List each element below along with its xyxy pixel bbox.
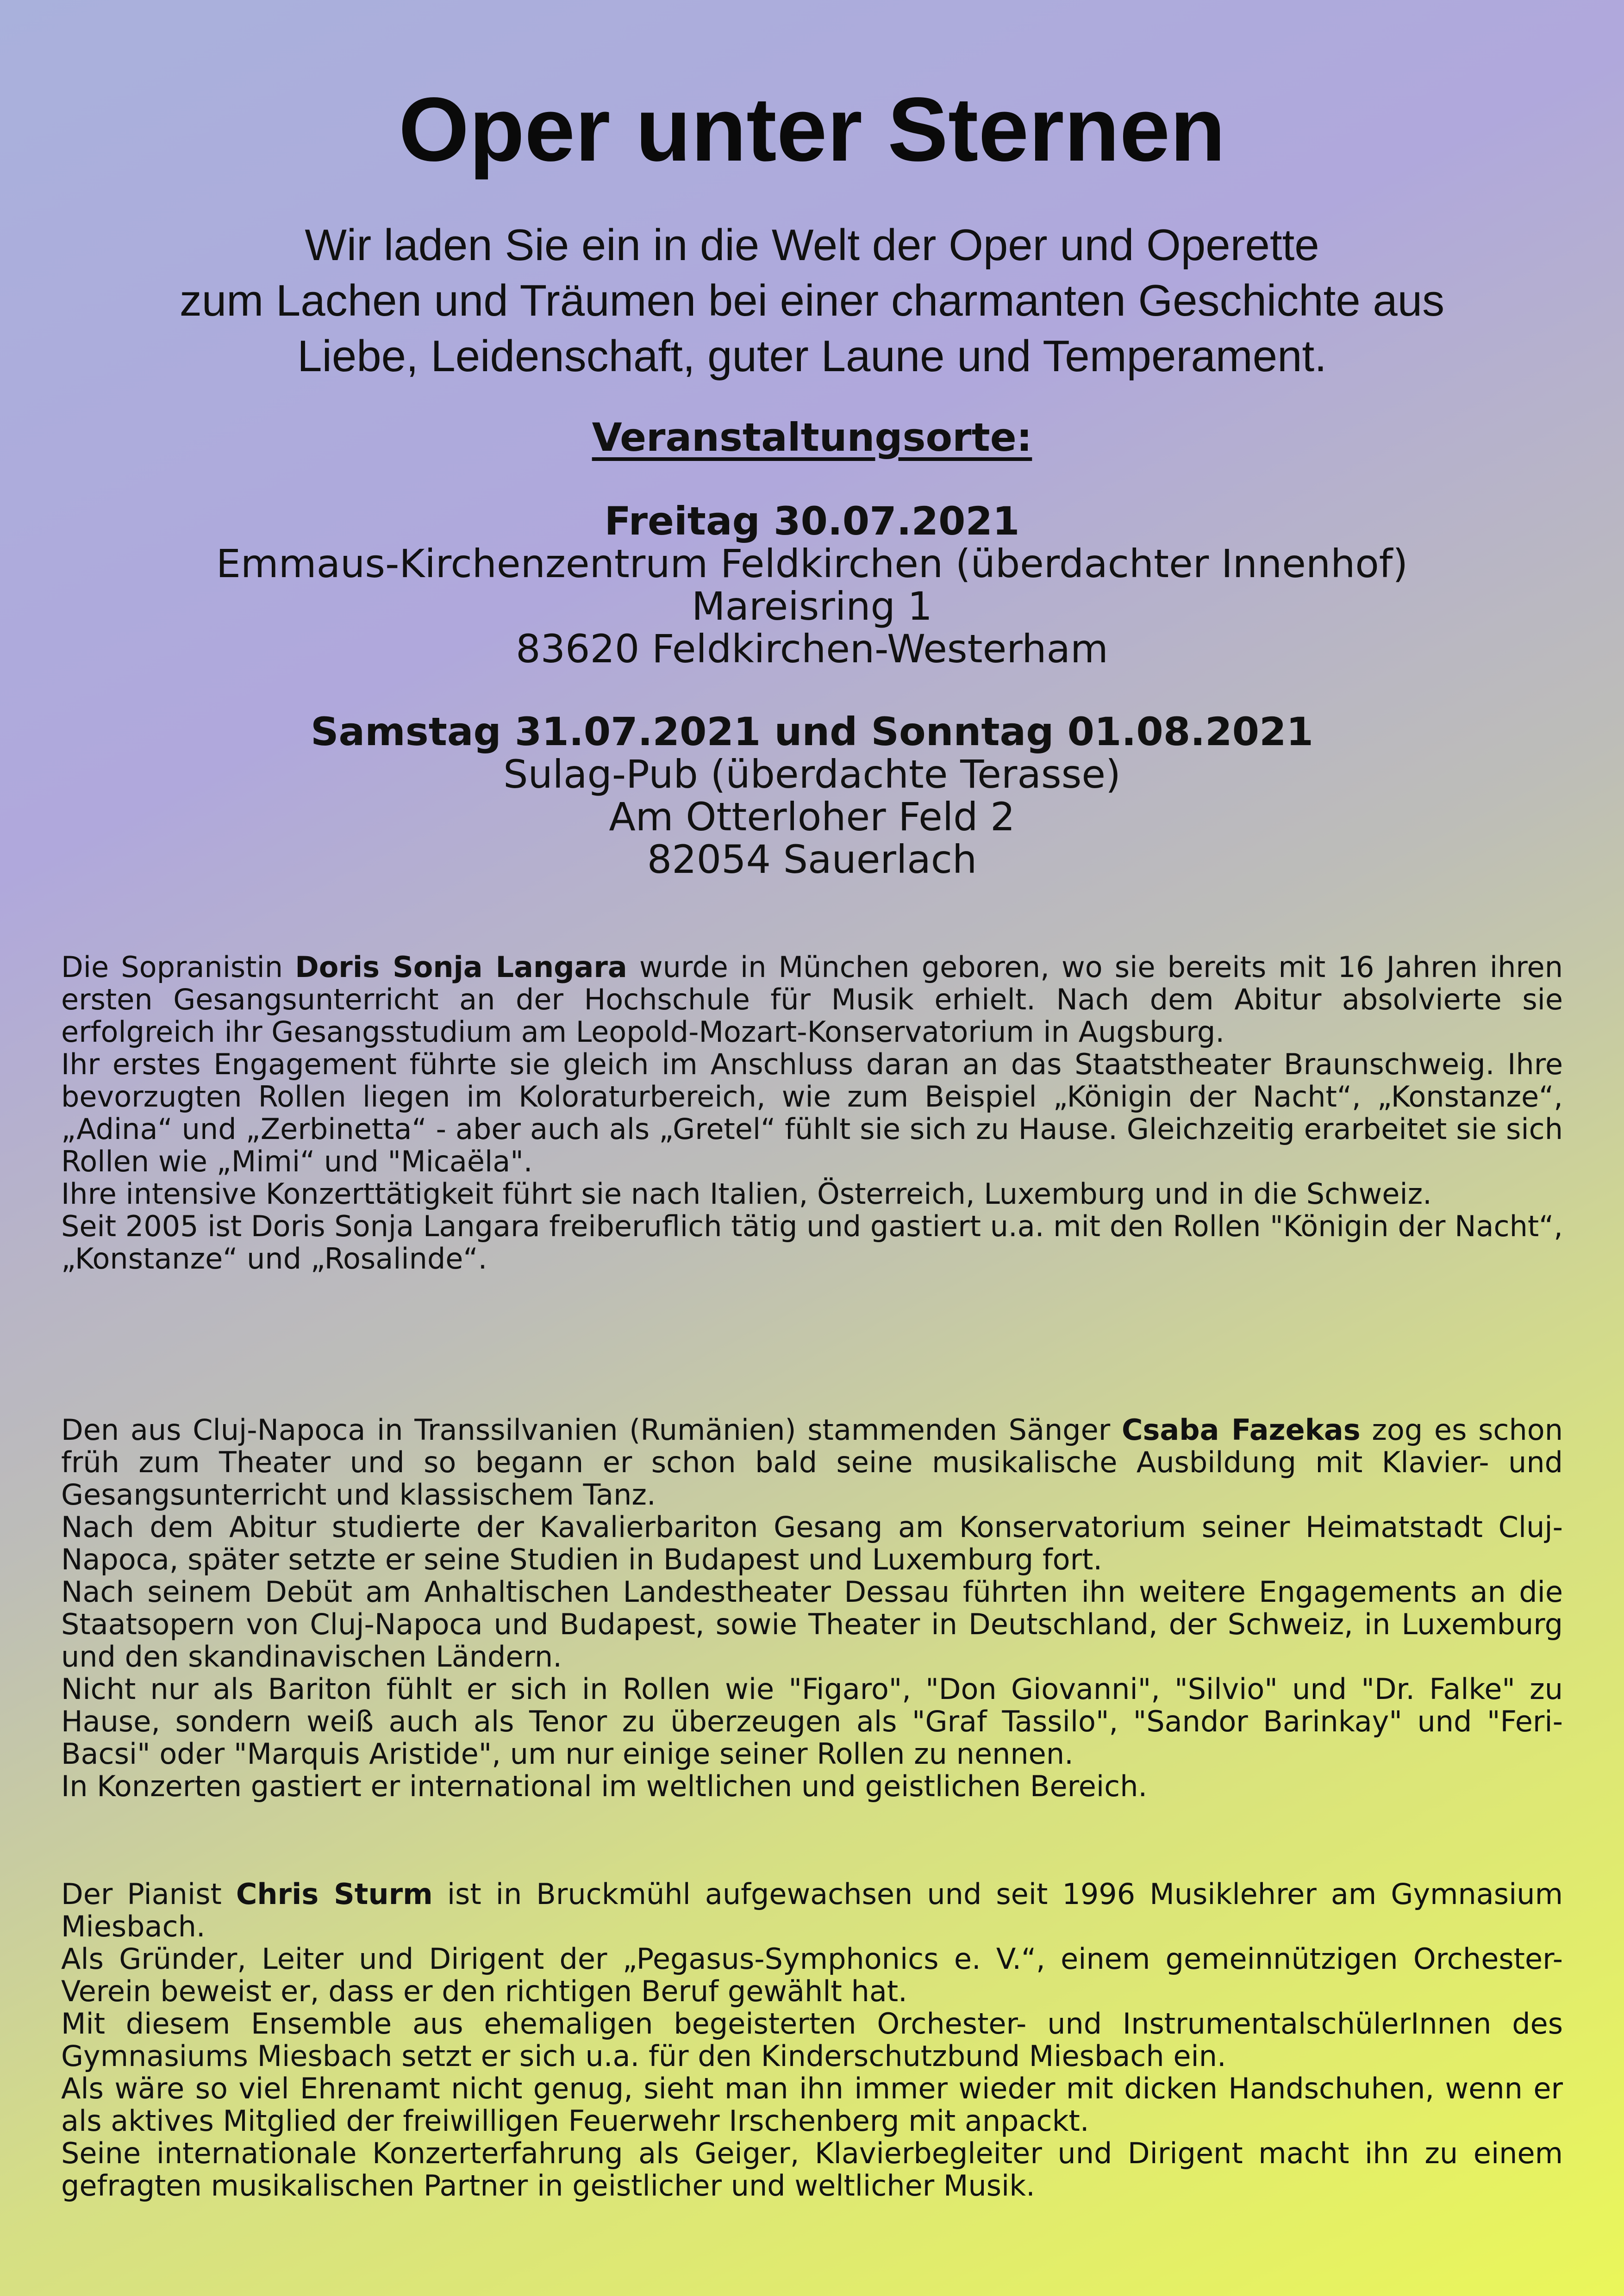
bio-baritone xyxy=(61,1414,1563,1803)
venue-block xyxy=(0,500,1624,670)
venue-city: 82054 Sauerlach xyxy=(647,837,977,882)
bio-lead-text: Den aus Cluj-Napoca in Transsilvanien (Rumänien) stammenden Sänger xyxy=(61,1413,1122,1447)
bio-paragraph: Nicht nur als Bariton fühlt er sich in Rollen wie "Figaro", "Don Giovanni", "Silvio" und "Dr. Falke" zu Hause, sondern weiß auch als Tenor zu überzeugen als "Graf Tassilo", "Sandor Barinkay" und "Feri-Bacsi" oder "Marquis Aristide", um nur einige seiner Rollen zu nennen. xyxy=(61,1672,1563,1771)
bio-lead-paragraph xyxy=(61,1414,1563,1511)
bio-lead-text: Die Sopranistin xyxy=(61,950,295,984)
venue-date: Freitag 30.07.2021 xyxy=(604,498,1020,544)
intro-line: Liebe, Leidenschaft, guter Laune und Temperament. xyxy=(297,331,1327,381)
bio-paragraph: In Konzerten gastiert er international im weltlichen und geistlichen Bereich. xyxy=(61,1769,1148,1803)
bio-paragraph: Seine internationale Konzerterfahrung als Geiger, Klavierbegleiter und Dirigent macht ihn zu einem gefragten musikalischen Partner in geistlicher und weltlicher Musik. xyxy=(61,2136,1563,2203)
venue-street: Mareisring 1 xyxy=(692,584,932,629)
bio-paragraph: Nach seinem Debüt am Anhaltischen Landestheater Dessau führten ihn weitere Engagements an die Staatsopern von Cluj-Napoca und Budapest, sowie Theater in Deutschland, der Schweiz, in Luxemburg und den skandinavischen Ländern. xyxy=(61,1575,1563,1674)
intro-line: zum Lachen und Träumen bei einer charmanten Geschichte aus xyxy=(179,276,1445,325)
bio-lead-text: wurde in München geboren, wo sie bereits mit 16 Jahren ihren ersten Gesangsunterricht an der Hochschule für Musik erhielt. Nach dem Abitur absolvierte sie erfolgreich ihr Gesangsstudium am Leopold-Mozart-Konservatorium in Augsburg. xyxy=(61,950,1563,1049)
page-title: Oper unter Sternen xyxy=(398,79,1226,180)
bio-paragraph: Nach dem Abitur studierte der Kavalierbariton Gesang am Konservatorium seiner Heimatstadt Cluj-Napoca, später setzte er seine Studien in Budapest und Luxemburg fort. xyxy=(61,1510,1563,1576)
venue-street: Am Otterloher Feld 2 xyxy=(609,794,1015,840)
venue-place: Sulag-Pub (überdachte Terasse) xyxy=(503,752,1121,797)
venue-place: Emmaus-Kirchenzentrum Feldkirchen (überdachter Innenhof) xyxy=(216,541,1408,586)
venue-block xyxy=(0,710,1624,881)
intro-line: Wir laden Sie ein in die Welt der Oper und Operette xyxy=(305,220,1319,270)
bio-paragraph: Als Gründer, Leiter und Dirigent der „Pegasus-Symphonics e. V.“, einem gemeinnützigen Orchester-Verein beweist er, dass er den richtigen Beruf gewählt hat. xyxy=(61,1942,1563,2008)
artist-name: Csaba Fazekas xyxy=(1121,1413,1361,1447)
bio-lead-paragraph xyxy=(61,951,1563,1048)
bio-paragraph: Seit 2005 ist Doris Sonja Langara freiberuflich tätig und gastiert u.a. mit den Rollen "Königin der Nacht“, „Konstanze“ und „Rosalinde“. xyxy=(61,1209,1563,1276)
bio-paragraph: Ihre intensive Konzerttätigkeit führt sie nach Italien, Österreich, Luxemburg und in die Schweiz. xyxy=(61,1177,1432,1211)
bio-soprano xyxy=(61,951,1563,1275)
bio-paragraph: Mit diesem Ensemble aus ehemaligen begeisterten Orchester- und InstrumentalschülerInnen des Gymnasiums Miesbach setzt er sich u.a. für den Kinderschutzbund Miesbach ein. xyxy=(61,2007,1563,2073)
bio-lead-text: Der Pianist xyxy=(61,1877,236,1911)
bio-pianist xyxy=(61,1878,1563,2202)
artist-name: Doris Sonja Langara xyxy=(295,950,627,984)
venues-heading: Veranstaltungsorte: xyxy=(592,415,1032,460)
bio-lead-text: zog es schon früh zum Theater und so begann er schon bald seine musikalische Ausbildung mit Klavier- und Gesangsunterricht und klassischem Tanz. xyxy=(61,1413,1563,1512)
bio-paragraph: Ihr erstes Engagement führte sie gleich im Anschluss daran an das Staatstheater Braunschweig. Ihre bevorzugten Rollen liegen im Koloraturbereich, wie zum Beispiel „Königin der Nacht“, „Konstanze“, „Adina“ und „Zerbinetta“ - aber auch als „Gretel“ fühlt sie sich zu Hause. Gleichzeitig erarbeitet sie sich Rollen wie „Mimi“ und "Micaëla". xyxy=(61,1047,1563,1178)
intro-text xyxy=(0,218,1624,384)
venue-date: Samstag 31.07.2021 und Sonntag 01.08.2021 xyxy=(311,709,1313,754)
artist-name: Chris Sturm xyxy=(236,1877,433,1911)
bio-lead-text: ist in Bruckmühl aufgewachsen und seit 1996 Musiklehrer am Gymnasium Miesbach. xyxy=(61,1877,1563,1943)
bio-paragraph: Als wäre so viel Ehrenamt nicht genug, sieht man ihn immer wieder mit dicken Handschuhen, wenn er als aktives Mitglied der freiwilligen Feuerwehr Irschenberg mit anpackt. xyxy=(61,2072,1563,2138)
venue-city: 83620 Feldkirchen-Westerham xyxy=(516,626,1108,672)
bio-lead-paragraph xyxy=(61,1878,1563,1943)
